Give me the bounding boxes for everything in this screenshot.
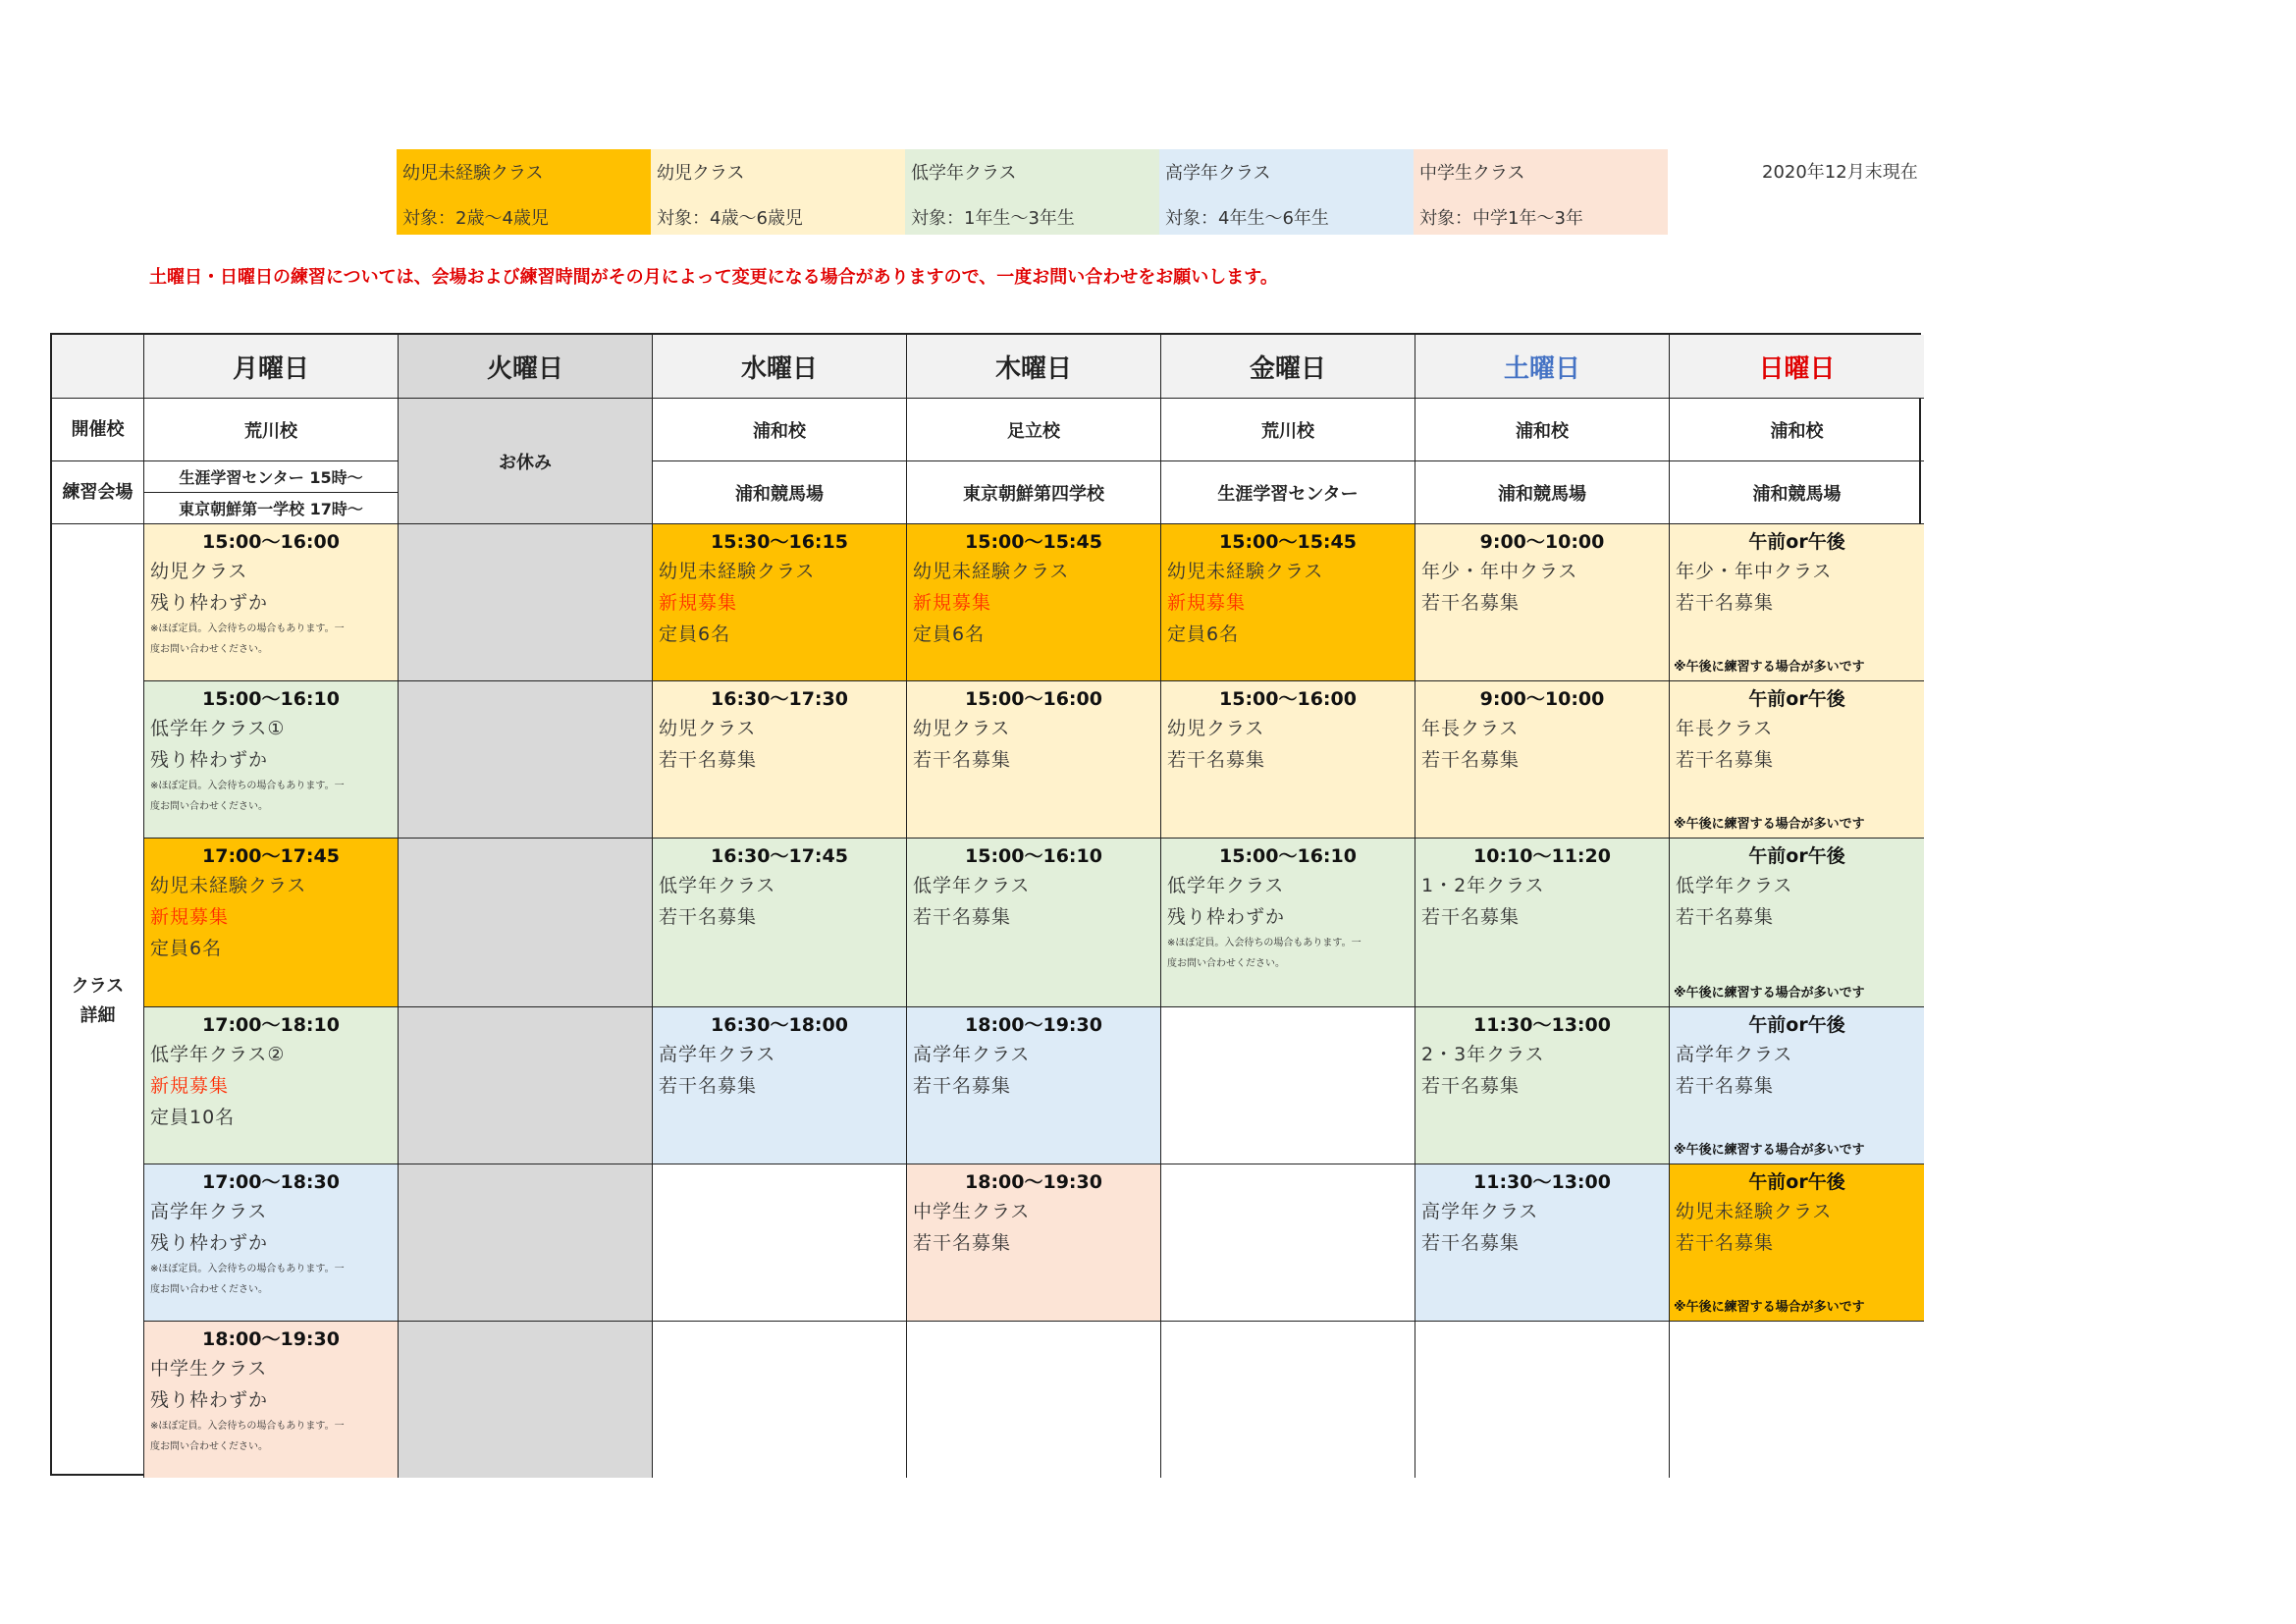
slot-time bbox=[1167, 1168, 1409, 1196]
slot-line: 若干名募集 bbox=[1421, 1075, 1521, 1097]
legend-item-junior-high bbox=[1414, 149, 1668, 235]
slot-time bbox=[913, 1326, 1154, 1353]
class-slot-monday bbox=[144, 524, 399, 681]
legend-class-name: 幼児未経験クラス bbox=[402, 163, 544, 184]
slot-line: 2・3年クラス bbox=[1421, 1044, 1545, 1065]
class-slot-monday bbox=[144, 681, 399, 839]
class-slot-friday bbox=[1161, 839, 1415, 1007]
slot-line: 低学年クラス bbox=[913, 875, 1031, 896]
slot-line: 高学年クラス bbox=[1676, 1044, 1793, 1065]
class-legend bbox=[397, 149, 1668, 235]
slot-line: 定員6名 bbox=[913, 623, 986, 645]
slot-time: 16:30〜17:45 bbox=[711, 845, 848, 867]
slot-line: 残り枠わずか bbox=[150, 1389, 269, 1411]
legend-class-name: 高学年クラス bbox=[1165, 163, 1271, 184]
tuesday-closed: お休み bbox=[399, 399, 653, 524]
school-monday: 荒川校 bbox=[144, 399, 399, 461]
tuesday-empty-slot bbox=[399, 1007, 653, 1164]
slot-line: 残り枠わずか bbox=[150, 1232, 269, 1254]
class-slot-wednesday bbox=[653, 1164, 907, 1322]
class-slot-thursday bbox=[907, 1007, 1161, 1164]
venue-thursday: 東京朝鮮第四学校 bbox=[907, 461, 1161, 524]
class-slot-sunday bbox=[1670, 839, 1924, 1007]
slot-line: 低学年クラス bbox=[659, 875, 776, 896]
class-slot-thursday bbox=[907, 1322, 1161, 1478]
legend-class-target: 対象：中学1年〜3年 bbox=[1419, 208, 1583, 229]
slot-time: 11:30〜13:00 bbox=[1473, 1171, 1611, 1193]
header-sunday: 日曜日 bbox=[1670, 335, 1924, 399]
slot-line: 高学年クラス bbox=[913, 1044, 1031, 1065]
slot-line: 残り枠わずか bbox=[150, 592, 269, 614]
slot-time: 18:00〜19:30 bbox=[965, 1171, 1102, 1193]
class-slot-sunday bbox=[1670, 1322, 1924, 1478]
class-slot-thursday bbox=[907, 839, 1161, 1007]
slot-time: 10:10〜11:20 bbox=[1473, 845, 1611, 867]
slot-capacity-note: ※ほぼ定員。入会待ちの場合もあります。一 度お問い合わせください。 bbox=[150, 781, 345, 812]
slot-line: 定員6名 bbox=[1167, 623, 1240, 645]
class-slot-saturday bbox=[1415, 1322, 1670, 1478]
class-slot-friday bbox=[1161, 1322, 1415, 1478]
slot-capacity-note: ※ほぼ定員。入会待ちの場合もあります。一 度お問い合わせください。 bbox=[150, 623, 345, 655]
slot-line: 高学年クラス bbox=[659, 1044, 776, 1065]
slot-time: 午前or午後 bbox=[1748, 531, 1845, 553]
slot-line: 幼児未経験クラス bbox=[1167, 561, 1324, 582]
class-slot-wednesday bbox=[653, 1322, 907, 1478]
slot-line: 残り枠わずか bbox=[1167, 906, 1286, 928]
slot-line: 幼児未経験クラス bbox=[150, 875, 307, 896]
header-corner bbox=[52, 335, 144, 399]
legend-class-target: 対象：4歳〜6歳児 bbox=[657, 208, 803, 229]
slot-line: 若干名募集 bbox=[1676, 749, 1775, 771]
slot-time: 16:30〜18:00 bbox=[711, 1014, 848, 1036]
row-label-class-detail: クラス 詳細 bbox=[52, 524, 144, 1478]
class-slot-friday bbox=[1161, 681, 1415, 839]
row-label-venue: 練習会場 bbox=[52, 461, 144, 524]
school-friday: 荒川校 bbox=[1161, 399, 1415, 461]
venue-monday-2: 東京朝鮮第一学校 17時〜 bbox=[144, 493, 399, 524]
row-label-school: 開催校 bbox=[52, 399, 144, 461]
legend-class-name: 中学生クラス bbox=[1419, 163, 1525, 184]
weekend-notice: 土曜日・日曜日の練習については、会場および練習時間がその月によって変更になる場合がありますので、一度お問い合わせをお願いします。 bbox=[149, 267, 1278, 288]
slot-line: 年長クラス bbox=[1421, 718, 1520, 739]
slot-time: 午前or午後 bbox=[1748, 1014, 1845, 1036]
slot-line: 中学生クラス bbox=[150, 1358, 268, 1380]
class-slot-thursday bbox=[907, 681, 1161, 839]
slot-line: 中学生クラス bbox=[913, 1201, 1031, 1222]
legend-item-upper-grade bbox=[1159, 149, 1414, 235]
slot-line: 高学年クラス bbox=[150, 1201, 268, 1222]
slot-time bbox=[659, 1326, 900, 1353]
slot-time bbox=[1167, 1011, 1409, 1039]
slot-line: 若干名募集 bbox=[1676, 1232, 1775, 1254]
class-slot-saturday bbox=[1415, 839, 1670, 1007]
slot-line: 若干名募集 bbox=[913, 1075, 1012, 1097]
slot-time: 9:00〜10:00 bbox=[1479, 531, 1605, 553]
class-slot-monday bbox=[144, 839, 399, 1007]
venue-monday-1: 生涯学習センター 15時〜 bbox=[144, 461, 399, 493]
slot-line: 幼児未経験クラス bbox=[659, 561, 816, 582]
class-slot-saturday bbox=[1415, 524, 1670, 681]
slot-line: 低学年クラス bbox=[1676, 875, 1793, 896]
slot-time: 15:00〜15:45 bbox=[965, 531, 1102, 553]
slot-line: 若干名募集 bbox=[1421, 1232, 1521, 1254]
slot-line: 新規募集 bbox=[150, 1075, 230, 1097]
class-slot-wednesday bbox=[653, 839, 907, 1007]
slot-time: 午前or午後 bbox=[1748, 1171, 1845, 1193]
slot-line: 若干名募集 bbox=[1676, 906, 1775, 928]
slot-line: 若干名募集 bbox=[913, 1232, 1012, 1254]
class-slot-monday bbox=[144, 1164, 399, 1322]
slot-time: 9:00〜10:00 bbox=[1479, 688, 1605, 710]
legend-class-target: 対象：4年生〜6年生 bbox=[1165, 208, 1329, 229]
legend-class-name: 低学年クラス bbox=[911, 163, 1017, 184]
venue-wednesday: 浦和競馬場 bbox=[653, 461, 907, 524]
class-slot-sunday bbox=[1670, 1007, 1924, 1164]
slot-time: 17:00〜17:45 bbox=[202, 845, 340, 867]
slot-time: 18:00〜19:30 bbox=[965, 1014, 1102, 1036]
slot-line: 若干名募集 bbox=[1167, 749, 1266, 771]
legend-item-toddler-beginner bbox=[397, 149, 651, 235]
school-sunday: 浦和校 bbox=[1670, 399, 1924, 461]
school-wednesday: 浦和校 bbox=[653, 399, 907, 461]
class-slot-wednesday bbox=[653, 1007, 907, 1164]
slot-time: 15:30〜16:15 bbox=[711, 531, 848, 553]
slot-time: 15:00〜16:00 bbox=[202, 531, 340, 553]
slot-line: 若干名募集 bbox=[659, 749, 758, 771]
slot-time bbox=[659, 1168, 900, 1196]
tuesday-empty-slot bbox=[399, 681, 653, 839]
slot-time: 11:30〜13:00 bbox=[1473, 1014, 1611, 1036]
school-thursday: 足立校 bbox=[907, 399, 1161, 461]
tuesday-empty-slot bbox=[399, 1322, 653, 1478]
slot-capacity-note: ※ほぼ定員。入会待ちの場合もあります。一 度お問い合わせください。 bbox=[150, 1421, 345, 1452]
class-slot-saturday bbox=[1415, 681, 1670, 839]
tuesday-empty-slot bbox=[399, 839, 653, 1007]
school-saturday: 浦和校 bbox=[1415, 399, 1670, 461]
schedule-table bbox=[50, 333, 1921, 1476]
slot-time: 午前or午後 bbox=[1748, 845, 1845, 867]
slot-time bbox=[1676, 1326, 1918, 1353]
slot-footnote: ※午後に練習する場合が多いです bbox=[1674, 986, 1865, 1001]
slot-time: 午前or午後 bbox=[1748, 688, 1845, 710]
slot-line: 新規募集 bbox=[913, 592, 992, 614]
slot-time: 15:00〜15:45 bbox=[1219, 531, 1357, 553]
venue-saturday: 浦和競馬場 bbox=[1415, 461, 1670, 524]
class-slot-monday bbox=[144, 1007, 399, 1164]
class-slot-friday bbox=[1161, 524, 1415, 681]
slot-time: 15:00〜16:10 bbox=[965, 845, 1102, 867]
slot-line: 幼児クラス bbox=[150, 561, 248, 582]
slot-time: 15:00〜16:10 bbox=[1219, 845, 1357, 867]
slot-line: 年少・年中クラス bbox=[1676, 561, 1833, 582]
slot-footnote: ※午後に練習する場合が多いです bbox=[1674, 660, 1865, 675]
legend-class-target: 対象：2歳〜4歳児 bbox=[402, 208, 549, 229]
class-slot-wednesday bbox=[653, 524, 907, 681]
as-of-date: 2020年12月末現在 bbox=[1762, 162, 1918, 183]
header-friday: 金曜日 bbox=[1161, 335, 1415, 399]
slot-line: 若干名募集 bbox=[1676, 592, 1775, 614]
slot-line: 幼児クラス bbox=[913, 718, 1011, 739]
slot-line: 新規募集 bbox=[1167, 592, 1247, 614]
slot-line: 低学年クラス bbox=[1167, 875, 1285, 896]
class-slot-thursday bbox=[907, 524, 1161, 681]
header-wednesday: 水曜日 bbox=[653, 335, 907, 399]
class-slot-friday bbox=[1161, 1007, 1415, 1164]
slot-line: 定員6名 bbox=[150, 938, 223, 959]
venue-sunday: 浦和競馬場 bbox=[1670, 461, 1924, 524]
header-thursday: 木曜日 bbox=[907, 335, 1161, 399]
class-slot-friday bbox=[1161, 1164, 1415, 1322]
slot-line: 低学年クラス① bbox=[150, 718, 286, 739]
slot-time: 16:30〜17:30 bbox=[711, 688, 848, 710]
slot-line: 幼児未経験クラス bbox=[1676, 1201, 1833, 1222]
slot-capacity-note: ※ほぼ定員。入会待ちの場合もあります。一 度お問い合わせください。 bbox=[150, 1264, 345, 1295]
legend-item-lower-grade bbox=[905, 149, 1159, 235]
slot-line: 残り枠わずか bbox=[150, 749, 269, 771]
slot-time: 15:00〜16:00 bbox=[1219, 688, 1357, 710]
slot-line: 幼児クラス bbox=[1167, 718, 1265, 739]
slot-time bbox=[1421, 1326, 1663, 1353]
class-slot-sunday bbox=[1670, 1164, 1924, 1322]
tuesday-empty-slot bbox=[399, 524, 653, 681]
legend-class-name: 幼児クラス bbox=[657, 163, 745, 184]
class-slot-sunday bbox=[1670, 681, 1924, 839]
venue-friday: 生涯学習センター bbox=[1161, 461, 1415, 524]
slot-line: 若干名募集 bbox=[1676, 1075, 1775, 1097]
slot-line: 若干名募集 bbox=[1421, 592, 1521, 614]
slot-line: 幼児クラス bbox=[659, 718, 757, 739]
class-slot-sunday bbox=[1670, 524, 1924, 681]
slot-line: 若干名募集 bbox=[913, 749, 1012, 771]
slot-time: 17:00〜18:30 bbox=[202, 1171, 340, 1193]
header-tuesday: 火曜日 bbox=[399, 335, 653, 399]
legend-item-toddler bbox=[651, 149, 905, 235]
slot-time: 18:00〜19:30 bbox=[202, 1328, 340, 1350]
class-slot-wednesday bbox=[653, 681, 907, 839]
slot-footnote: ※午後に練習する場合が多いです bbox=[1674, 1143, 1865, 1158]
slot-line: 年少・年中クラス bbox=[1421, 561, 1578, 582]
slot-footnote: ※午後に練習する場合が多いです bbox=[1674, 1300, 1865, 1315]
slot-line: 低学年クラス② bbox=[150, 1044, 286, 1065]
slot-line: 年長クラス bbox=[1676, 718, 1774, 739]
slot-line: 定員10名 bbox=[150, 1107, 236, 1128]
header-monday: 月曜日 bbox=[144, 335, 399, 399]
slot-line: 新規募集 bbox=[659, 592, 738, 614]
slot-line: 1・2年クラス bbox=[1421, 875, 1545, 896]
slot-footnote: ※午後に練習する場合が多いです bbox=[1674, 817, 1865, 832]
class-slot-saturday bbox=[1415, 1007, 1670, 1164]
header-saturday: 土曜日 bbox=[1415, 335, 1670, 399]
slot-line: 新規募集 bbox=[150, 906, 230, 928]
slot-line: 高学年クラス bbox=[1421, 1201, 1539, 1222]
class-slot-monday bbox=[144, 1322, 399, 1478]
slot-line: 定員6名 bbox=[659, 623, 731, 645]
legend-class-target: 対象：1年生〜3年生 bbox=[911, 208, 1075, 229]
slot-time: 17:00〜18:10 bbox=[202, 1014, 340, 1036]
slot-line: 幼児未経験クラス bbox=[913, 561, 1070, 582]
slot-capacity-note: ※ほぼ定員。入会待ちの場合もあります。一 度お問い合わせください。 bbox=[1167, 938, 1362, 969]
slot-line: 若干名募集 bbox=[659, 906, 758, 928]
slot-time: 15:00〜16:10 bbox=[202, 688, 340, 710]
slot-time bbox=[1167, 1326, 1409, 1353]
slot-time: 15:00〜16:00 bbox=[965, 688, 1102, 710]
slot-line: 若干名募集 bbox=[1421, 749, 1521, 771]
class-slot-saturday bbox=[1415, 1164, 1670, 1322]
slot-line: 若干名募集 bbox=[659, 1075, 758, 1097]
tuesday-empty-slot bbox=[399, 1164, 653, 1322]
slot-line: 若干名募集 bbox=[913, 906, 1012, 928]
slot-line: 若干名募集 bbox=[1421, 906, 1521, 928]
class-slot-thursday bbox=[907, 1164, 1161, 1322]
